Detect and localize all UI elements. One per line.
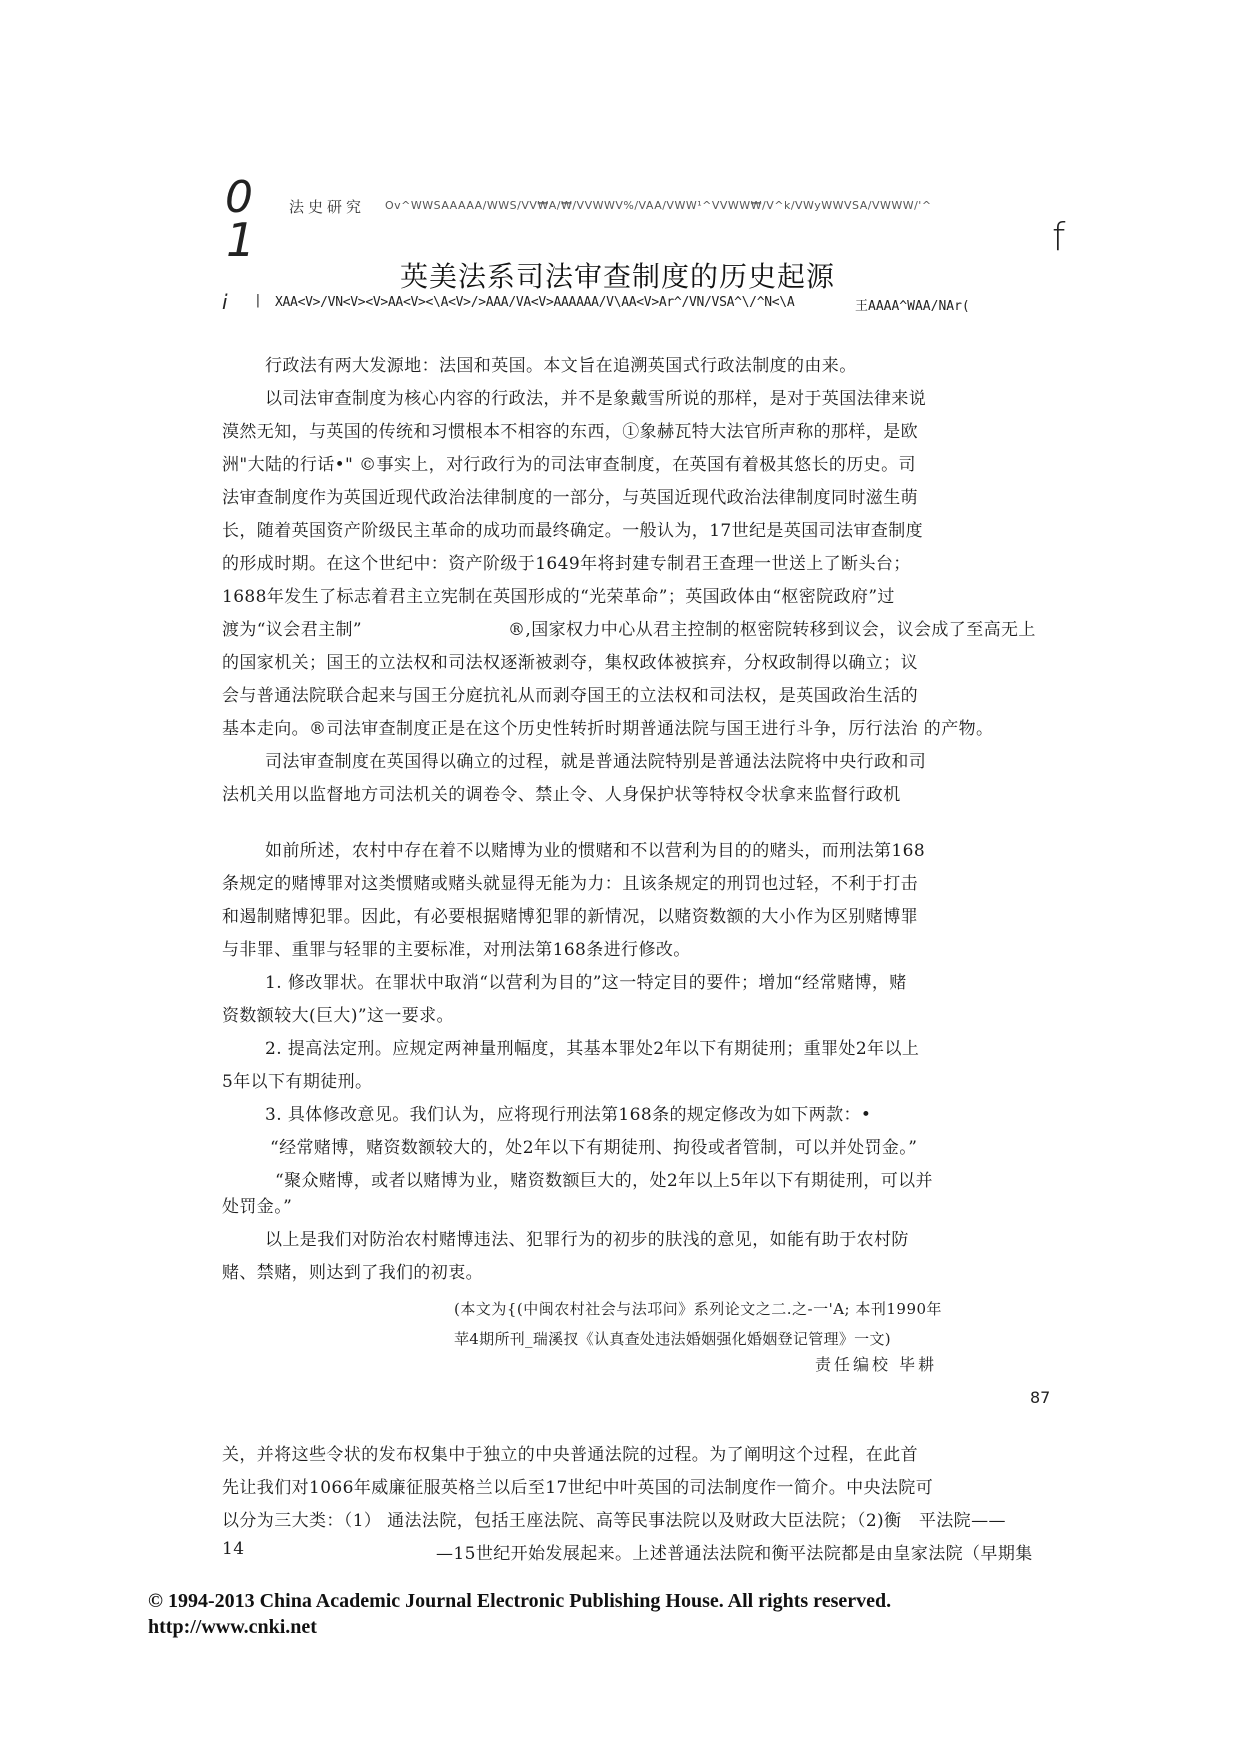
header-glyph-bar: | (254, 293, 262, 308)
header-ornament-bottom: XAA<V>/VN<V><V>AA<V><\A<V>/>AAA/VA<V>AAAAAA/V\AA<V>Ar^/VN/VSA^\/^N<\A (275, 295, 795, 310)
paragraph-line: 基本走向。®司法审查制度正是在这个历史性转折时期普通法院与国王进行斗争，厉行法治 的产物。 (222, 719, 994, 739)
paragraph-line: 渡为“议会君主制” (222, 620, 362, 640)
paragraph-line: 1. 修改罪状。在罪状中取消“以营利为目的”这一特定目的要件；增加“经常赌博，赌 (265, 973, 907, 993)
paragraph-line: 漠然无知，与英国的传统和习惯根本不相容的东西，①象赫瓦特大法官所声称的那样，是欧 (222, 422, 918, 442)
journal-name: 法史研究 (289, 198, 366, 216)
paragraph-line: 先让我们对1066年威廉征服英格兰以后至17世纪中叶英国的司法制度作一简介。中央法院可 (222, 1478, 934, 1498)
paragraph-line: 14 (222, 1539, 245, 1559)
article-note: (本文为{(中闽农村社会与法邛问》系列论文之二.之-一'A; 本刊1990年 (454, 1300, 943, 1318)
paragraph-line: 以分为三大类：（1） 通法法院，包括王座法院、高等民事法院以及财政大臣法院；（2)衡 平法院—— (222, 1511, 1006, 1531)
paragraph-line: 以司法审查制度为核心内容的行政法，并不是象戴雪所说的那样，是对于英国法律来说 (265, 389, 927, 409)
paragraph-line: 行政法有两大发源地：法国和英国。本文旨在追溯英国式行政法制度的由来。 (265, 356, 857, 376)
paragraph-line: 资数额较大(巨大)”这一要求。 (222, 1006, 454, 1026)
paragraph-line: 以上是我们对防治农村赌博违法、犯罪行为的初步的肤浅的意见，如能有助于农村防 (265, 1230, 909, 1250)
paragraph-line: “经常赌博，赌资数额较大的，处2年以下有期徒刑、拘役或者管制，可以并处罚金。” (270, 1138, 918, 1158)
paragraph-line: 司法审查制度在英国得以确立的过程，就是普通法院特别是普通法法院将中央行政和司 (265, 752, 927, 772)
paragraph-line: ®,国家权力中心从君主控制的枢密院转移到议会，议会成了至高无上 (508, 620, 1036, 640)
header-glyph-f: f (1052, 215, 1066, 259)
paragraph-line: 处罚金。” (222, 1197, 293, 1217)
paragraph-line: 会与普通法院联合起来与国王分庭抗礼从而剥夺国王的立法权和司法权，是英国政治生活的 (222, 686, 918, 706)
paragraph-line: 的形成时期。在这个世纪中：资产阶级于1649年将封建专制君王查理一世送上了断头台； (222, 554, 911, 574)
header-glyph-i: i (222, 290, 228, 314)
paragraph-line: 洲"大陆的行话•" ©事实上，对行政行为的司法审查制度，在英国有着极其悠长的历史。司 (222, 455, 916, 475)
editor-credit: 责任编校 毕耕 (815, 1355, 938, 1374)
paragraph-line: 如前所述，农村中存在着不以赌博为业的惯赌和不以营利为目的的赌头，而刑法第168 (265, 841, 926, 861)
paragraph-line: 5年以下有期徒刑。 (222, 1072, 373, 1092)
paragraph-line: 条规定的赌博罪对这类惯赌或赌头就显得无能为力：且该条规定的刑罚也过轻，不利于打击 (222, 874, 918, 894)
paragraph-line: 法机关用以监督地方司法机关的调卷令、禁止令、人身保护状等特权令状拿来监督行政机 (222, 785, 901, 805)
article-title: 英美法系司法审查制度的历史起源 (400, 260, 836, 293)
paragraph-line: 法审查制度作为英国近现代政治法律制度的一部分，与英国近现代政治法律制度同时滋生萌 (222, 488, 918, 508)
paragraph-line: 2. 提高法定刑。应规定两神量刑幅度，其基本罪处2年以下有期徒刑；重罪处2年以上 (265, 1039, 920, 1059)
paragraph-line: 赌、禁赌，则达到了我们的初衷。 (222, 1263, 483, 1283)
copyright-notice: © 1994-2013 China Academic Journal Electronic Publishing House. All rights reserved. (148, 1590, 892, 1612)
paragraph-line: 3. 具体修改意见。我们认为，应将现行刑法第168条的规定修改为如下两款：• (265, 1105, 872, 1125)
paragraph-line: “聚众赌博，或者以赌博为业，赌资数额巨大的，处2年以上5年以下有期徒刑，可以并 (275, 1171, 933, 1191)
header-glyph-zero: 0 (225, 172, 253, 223)
paragraph-line: 关，并将这些令状的发布权集中于独立的中央普通法院的过程。为了阐明这个过程，在此首 (222, 1445, 918, 1465)
paragraph-line: 长，随着英国资产阶级民主革命的成功而最终确定。一般认为，17世纪是英国司法审查制度 (222, 521, 924, 541)
header-glyph-one: 1 (226, 213, 256, 267)
paragraph-line: 和遏制赌博犯罪。因此，有必要根据赌博犯罪的新情况，以赌资数额的大小作为区别赌博罪 (222, 907, 918, 927)
source-url[interactable]: http://www.cnki.net (148, 1616, 317, 1638)
page-number: 87 (1030, 1388, 1051, 1407)
paragraph-line: 1688年发生了标志着君主立宪制在英国形成的“光荣革命”；英国政体由“枢密院政府”过 (222, 587, 895, 607)
article-note: 苹4期所刊_瑞溪扠《认真查处违法婚姻强化婚姻登记管理》一文) (454, 1330, 891, 1348)
author-line: 王AAAA^WAA/NAr( (855, 299, 970, 314)
paragraph-line: 与非罪、重罪与轻罪的主要标准，对刑法第168条进行修改。 (222, 940, 691, 960)
paragraph-line: —15世纪开始发展起来。上述普通法法院和衡平法院都是由皇家法院（早期集 (436, 1544, 1033, 1564)
paragraph-line: 的国家机关；国王的立法权和司法权逐渐被剥夺，集权政体被摈弃，分权政制得以确立；议 (222, 653, 918, 673)
header-ornament-top: Ov^WWSAAAAA/WWS/VV₩A/₩/VVWWV%/VAA/VWW¹^VVWW₩/V^k/VWyWWVSA/VWWW/'^ (385, 199, 932, 212)
